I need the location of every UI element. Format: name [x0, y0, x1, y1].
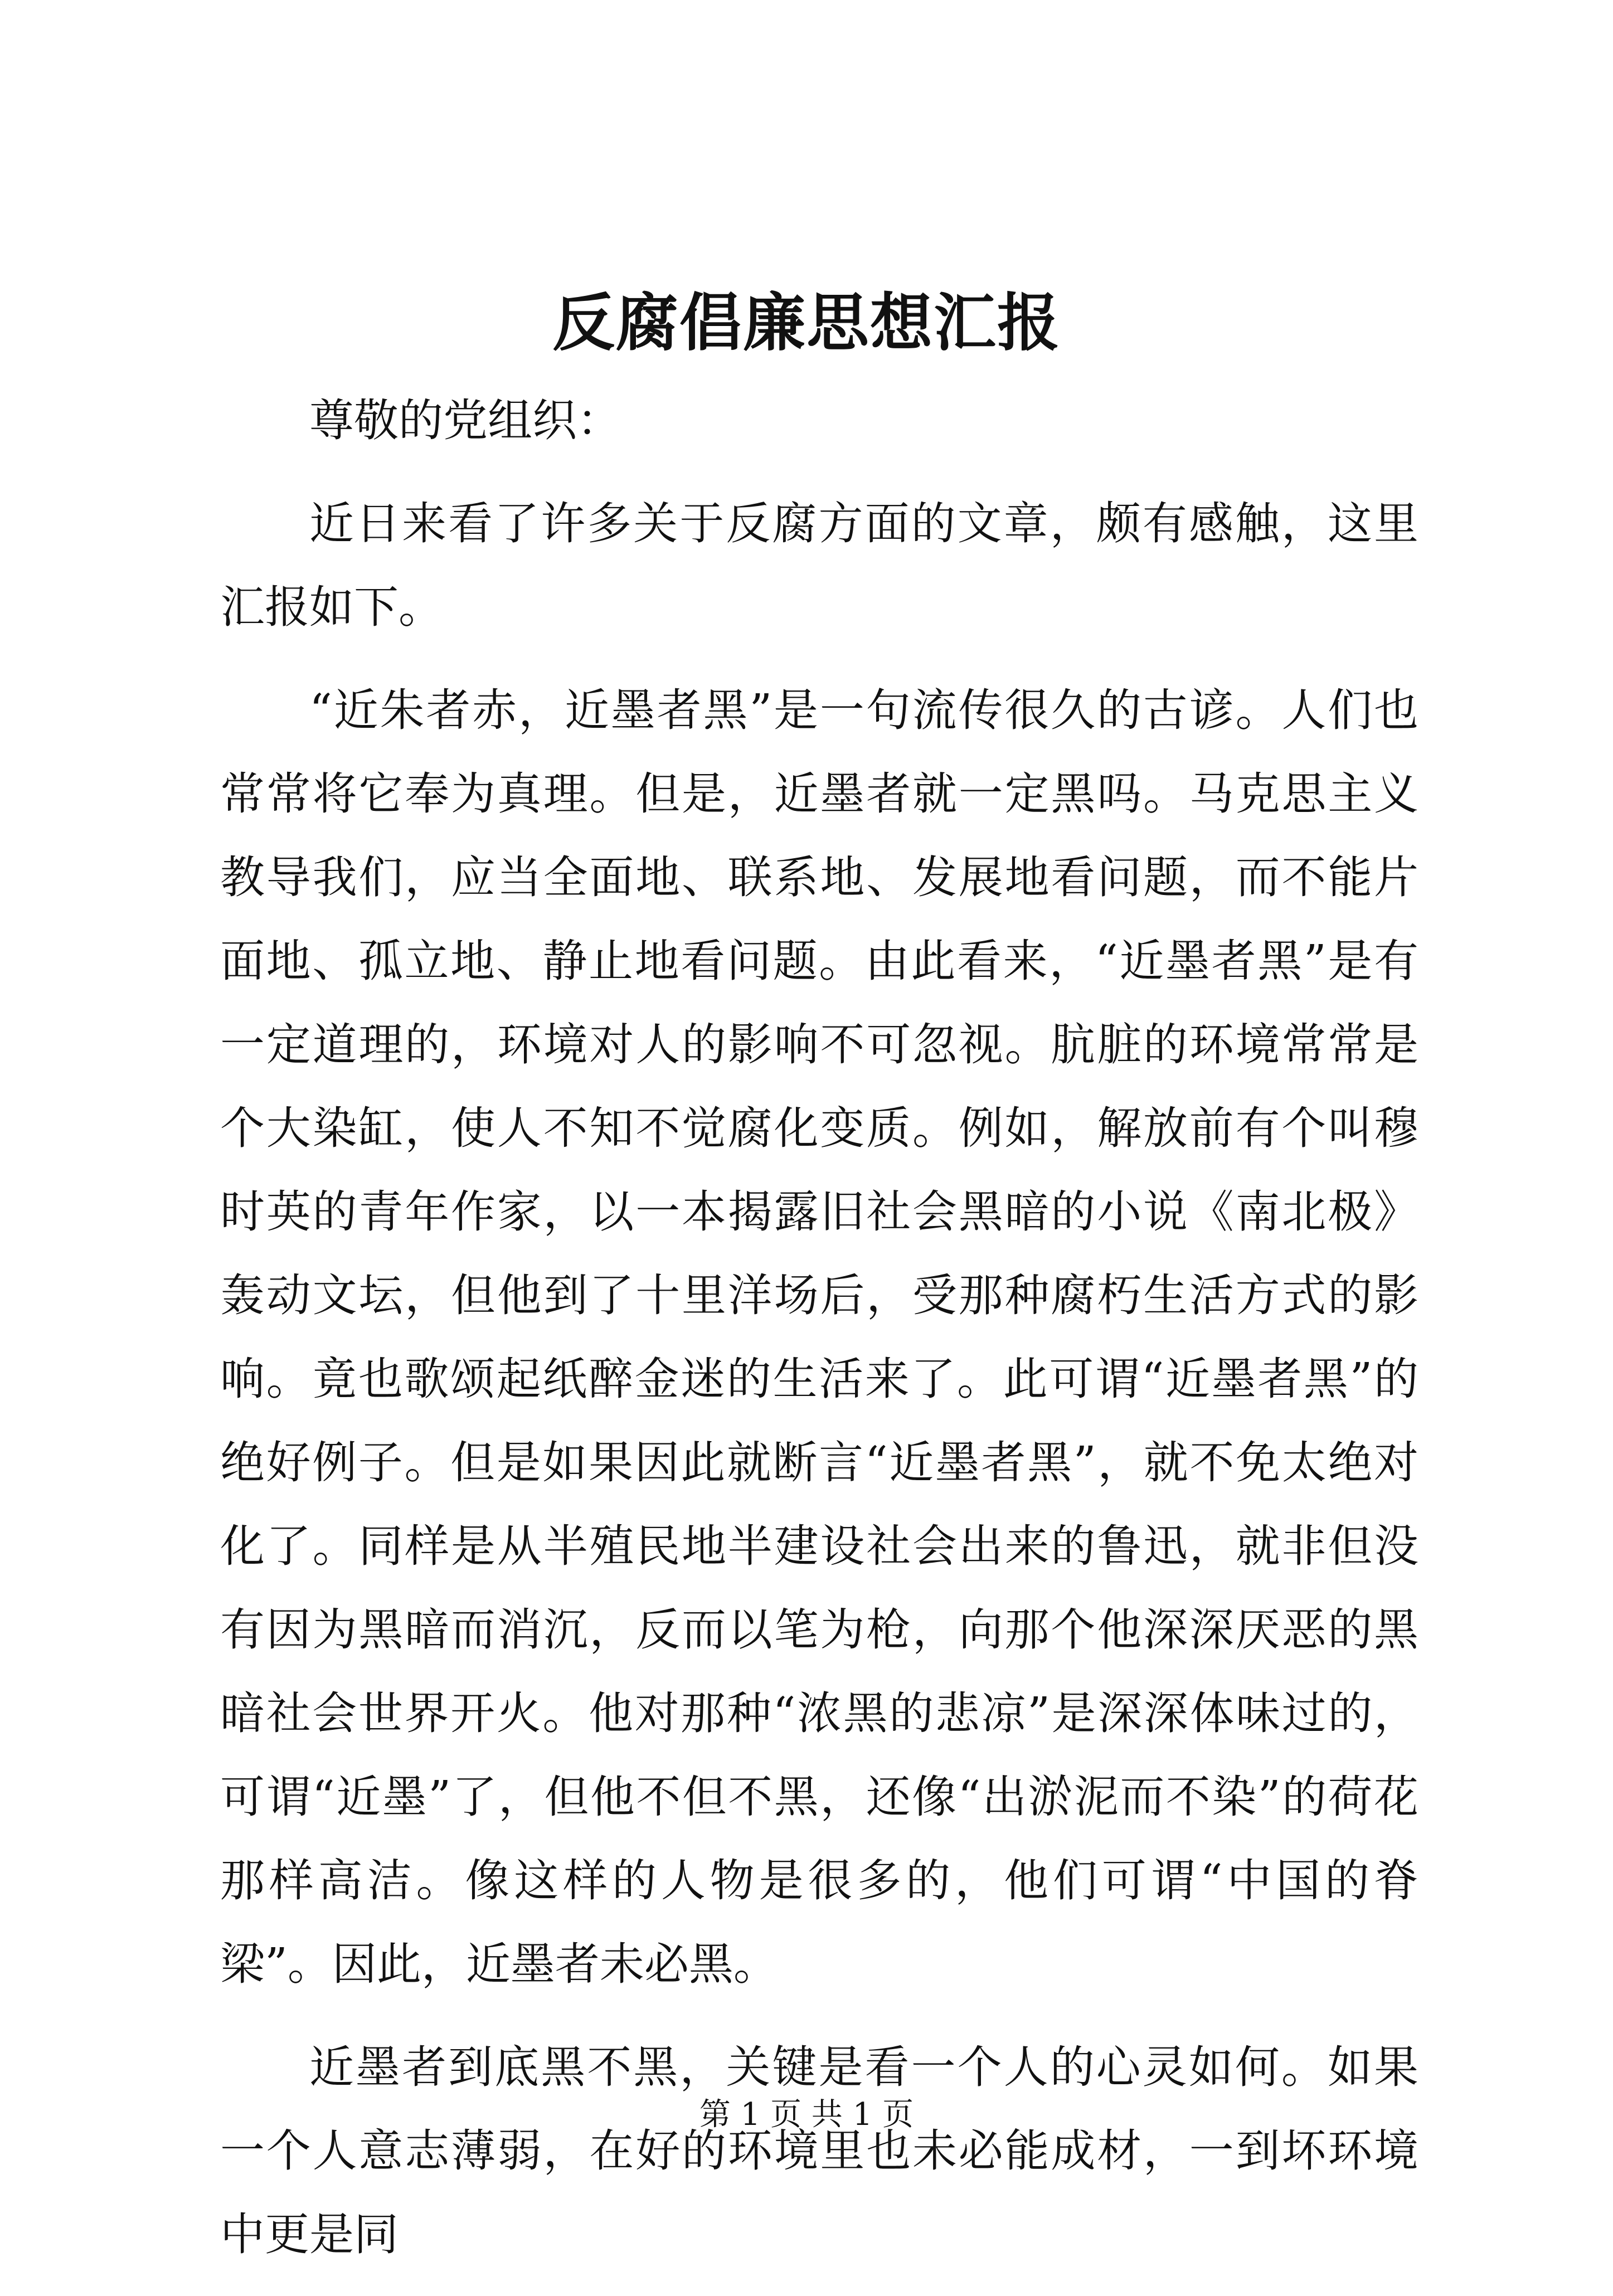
paragraph-main: “近朱者赤，近墨者黑”是一句流传很久的古谚。人们也常常将它奉为真理。但是，近墨者就一定黑吗。马克思主义教导我们，应当全面地、联系地、发展地看问题，而不能片面地、孤立地、静止地看问题。由此看来，“近墨者黑”是有一定道理的，环境对人的影响不可忽视。肮脏的环境常常是个大染缸，使人不知不觉腐化变质。例如，解放前有个叫穆时英的青年作家，以一本揭露旧社会黑暗的小说《南北极》轰动文坛，但他到了十里洋场后，受那种腐朽生活方式的影响。竟也歌颂起纸醉金迷的生活来了。此可谓“近墨者黑”的绝好例子。但是如果因此就断言“近墨者黑”，就不免太绝对化了。同样是从半殖民地半建设社会出来的鲁迅，就非但没有因为黑暗而消沉，反而以笔为枪，向那个他深深厌恶的黑暗社会世界开火。他对那种“浓黑的悲凉”是深深体味过的，可谓“近墨”了，但他不但不黑，还像“出淤泥而不染”的荷花那样高洁。像这样的人物是很多的，他们可谓“中国的脊梁”。因此，近墨者未必黑。: [220, 684, 1418, 1990]
document-body: [220, 379, 1418, 2296]
paragraph-salutation: 尊敬的党组织：: [309, 395, 621, 446]
paragraph-continued: 近墨者到底黑不黑，关键是看一个人的心灵如何。如果一个人意志薄弱，在好的环境里也未必能成材，一到坏环境中更是同: [220, 2041, 1418, 2260]
page-footer: 第 1 页 共 1 页: [699, 2096, 914, 2133]
document-title: 反腐倡廉思想汇报: [552, 286, 1061, 359]
paragraph-intro: 近日来看了许多关于反腐方面的文章，颇有感触，这里汇报如下。: [220, 498, 1418, 633]
